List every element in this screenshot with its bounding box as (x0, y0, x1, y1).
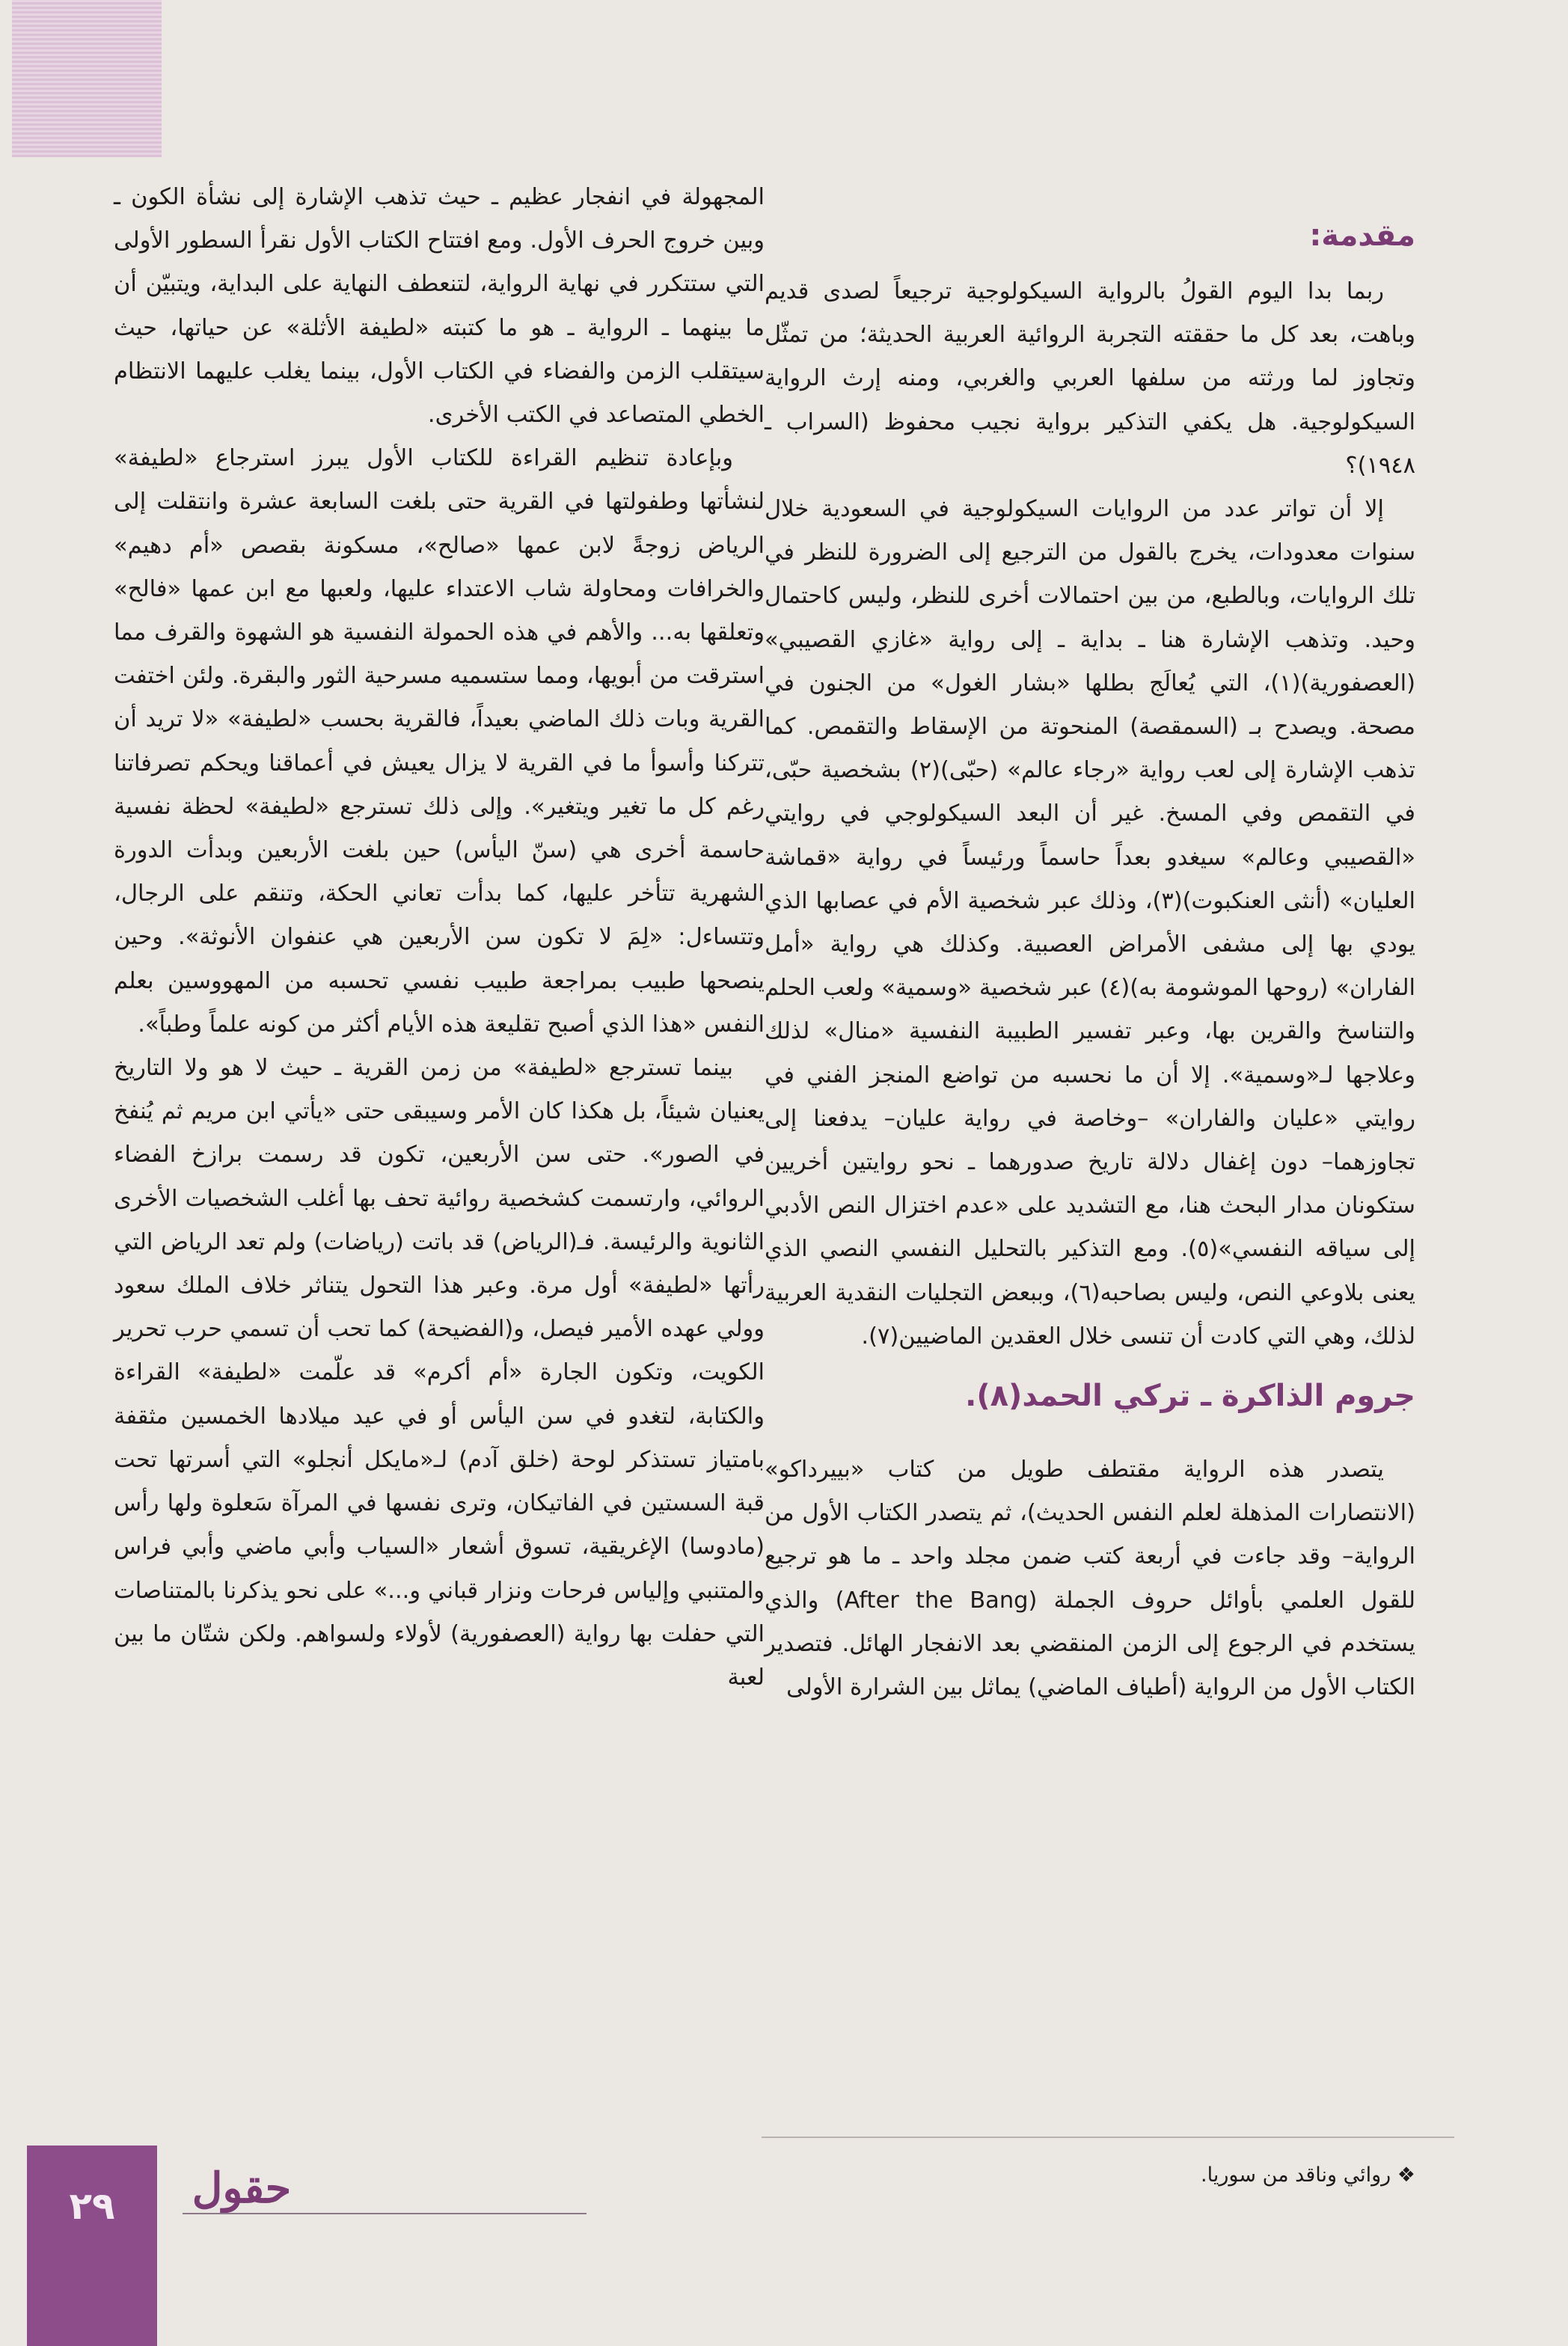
intro-paragraph-2: إلا أن تواتر عدد من الروايات السيكولوجية في السعودية خلال سنوات معدودات، يخرج بالقول من الترجيع إلى الضرورة للنظر في تلك الروايات، وبالطبع، من بين احتمالات أخرى للنظر، وليس كاحتمال وحيد. وتذهب الإشارة هنا ـ بداية ـ إلى رواية «غازي القصيبي» (العصفورية)(١)، التي يُعالَج بطلها «بشار الغول» من الجنون في مصحة. ويصدح بـ (السمقصة) المنحوتة من الإسقاط والتقمص. كما تذهب الإشارة إلى لعب رواية «رجاء عالم» (حبّى)(٢) بشخصية حبّى، في التقمص وفي المسخ. غير أن البعد السيكولوجي في روايتي «القصيبي وعالم» سيغدو بعداً حاسماً ورئيساً في رواية «قماشة العليان» (أنثى العنكبوت)(٣)، وذلك عبر شخصية الأم في عصابها الذي يودي بها إلى مشفى الأمراض العصبية. وكذلك هي رواية «أمل الفاران» (روحها الموشومة به)(٤) عبر شخصية «وسمية» ولعب الحلم والتناسخ والقرين بها، وعبر تفسير الطبيبة النفسية «منال» لذلك وعلاجها لـ«وسمية». إلا أن ما نحسبه من تواضع المنجز الفني في روايتي «عليان والفاران» –وخاصة في رواية عليان– يدفعنا إلى تجاوزهما– دون إغفال دلالة تاريخ صدورهما ـ نحو روايتين أخريين ستكونان مدار البحث هنا، مع التشديد على «عدم اختزال النص الأدبي إلى سياقه النفسي»(٥). ومع التذكير بالتحليل النفسي النصي الذي يعنى بلاوعي النص، وليس بصاحبه(٦)، وببعض التجليات النقدية العربية لذلك، وهي التي كادت أن تنسى خلال العقدين الماضيين(٧). (765, 496, 1416, 1350)
left-paragraph-1: المجهولة في انفجار عظيم ـ حيث تذهب الإشارة إلى نشأة الكون ـ وبين خروج الحرف الأول. ومع افتتاح الكتاب الأول نقرأ السطور الأولى التي ستتكرر في نهاية الرواية، لتنعطف النهاية على البداية، ويتبيّن أن ما بينهما ـ الرواية ـ هو ما كتبته «لطيفة الأثلة» عن حياتها، حيث سيتقلب الزمن والفضاء في الكتاب الأول، بينما يغلب عليهما الانتظام الخطي المتصاعد في الكتب الأخرى. (114, 184, 765, 429)
corner-decoration (12, 0, 162, 157)
left-paragraph-3: بينما تسترجع «لطيفة» من زمن القرية ـ حيث لا هو ولا التاريخ يعنيان شيئاً، بل هكذا كان الأمر وسيبقى حتى «يأتي ابن مريم ثم يُنفخ في الصور». حتى سن الأربعين، تكون قد رسمت برازخ الفضاء الروائي، وارتسمت كشخصية روائية تحف بها أغلب الشخصيات الأخرى الثانوية والرئيسة. فـ(الرياض) قد باتت (رياضات) ولم تعد الرياض التي رأتها «لطيفة» أول مرة. وعبر هذا التحول يتناثر خلاف الملك سعود وولي عهده الأمير فيصل، و(الفضيحة) كما تحب أن تسمي حرب تحرير الكويت، وتكون الجارة «أم أكرم» قد علّمت «لطيفة» القراءة والكتابة، لتغدو في سن اليأس أو في عيد ميلادها الخمسين مثقفة بامتياز تستذكر لوحة (خلق آدم) لـ«مايكل أنجلو» التي أسرتها تحت قبة السستين في الفاتيكان، وترى نفسها في المرآة سَعلوة ولها رأس (مادوسا) الإغريقية، تسوق أشعار «السياب وأبي ماضي وأبي فراس والمتنبي وإلياس فرحات ونزار قباني و...» على نحو يذكرنا بالمتناصات التي حفلت بها رواية (العصفورية) لأولاء ولسواهم. ولكن شتّان ما بين لعبة (114, 1055, 765, 1691)
footnote-divider (762, 2137, 1454, 2138)
section-paragraph: يتصدر هذه الرواية مقتطف طويل من كتاب «بييرداكو» (الانتصارات المذهلة لعلم النفس الحديث)، ثم يتصدر الكتاب الأول من الرواية– وقد جاءت في أربعة كتب ضمن مجلد واحد ـ ما هو ترجيع للقول العلمي بأوائل حروف الجملة (After the Bang) والذي يستخدم في الرجوع إلى الزمن المنقضي بعد الانفجار الهائل. فتصدير الكتاب الأول من الرواية (أطياف الماضي) يماثل بين الشرارة الأولى (765, 1457, 1415, 1701)
page-number: ٢٩ (69, 2184, 115, 2228)
footnote: ❖ روائي وناقد من سوريا. (1201, 2163, 1415, 2187)
heading-section: جروم الذاكرة ـ تركي الحمد(٨). (965, 1379, 1415, 1414)
magazine-logo: حقول (192, 2163, 292, 2213)
left-column (114, 176, 765, 1700)
logo-underline (183, 2213, 587, 2214)
left-paragraph-2: وبإعادة تنظيم القراءة للكتاب الأول يبرز استرجاع «لطيفة» لنشأتها وطفولتها في القرية حتى بلغت السابعة عشرة وانتقلت إلى الرياض زوجةً لابن عمها «صالح»، مسكونة بقصص «أم دهيم» والخرافات ومحاولة شاب الاعتداء عليها، ولعبها مع ابن عمها «فالح» وتعلقها به... والأهم في هذه الحمولة النفسية هو الشهوة والقرف مما استرقت من أبويها، ومما ستسميه مسرحية الثور والبقرة. ولئن اختفت القرية وبات ذلك الماضي بعيداً، فالقرية بحسب «لطيفة» «لا تريد أن تتركنا وأسوأ ما في القرية لا يزال يعيش في أعماقنا ويحكم تصرفاتنا رغم كل ما تغير ويتغير». وإلى ذلك تسترجع «لطيفة» لحظة نفسية حاسمة أخرى هي (سنّ اليأس) حين بلغت الأربعين وبدأت الدورة الشهرية تتأخر عليها، كما بدأت تعاني الحكة، وتنقم على الرجال، وتتساءل: «لِمَ لا تكون سن الأربعين هي عنفوان الأنوثة». وحين ينصحها طبيب بمراجعة طبيب نفسي تحسبه من المهووسين بعلم النفس «هذا الذي أصبح تقليعة هذه الأيام أكثر من كونه علماً وطباً». (114, 445, 765, 1038)
page-number-box (27, 2146, 157, 2346)
intro-paragraph-1: ربما بدا اليوم القولُ بالرواية السيكولوجية ترجيعاً لصدى قديم وباهت، بعد كل ما حققته التجربة الروائية العربية الحديثة؛ من تمثّل وتجاوز لما ورثته من سلفها العربي والغربي، ومنه إرث الرواية السيكولوجية. هل يكفي التذكير برواية نجيب محفوظ (السراب ـ ١٩٤٨)؟ (765, 278, 1415, 479)
right-column (765, 176, 1415, 1709)
heading-intro: مقدمة: (1309, 218, 1415, 253)
